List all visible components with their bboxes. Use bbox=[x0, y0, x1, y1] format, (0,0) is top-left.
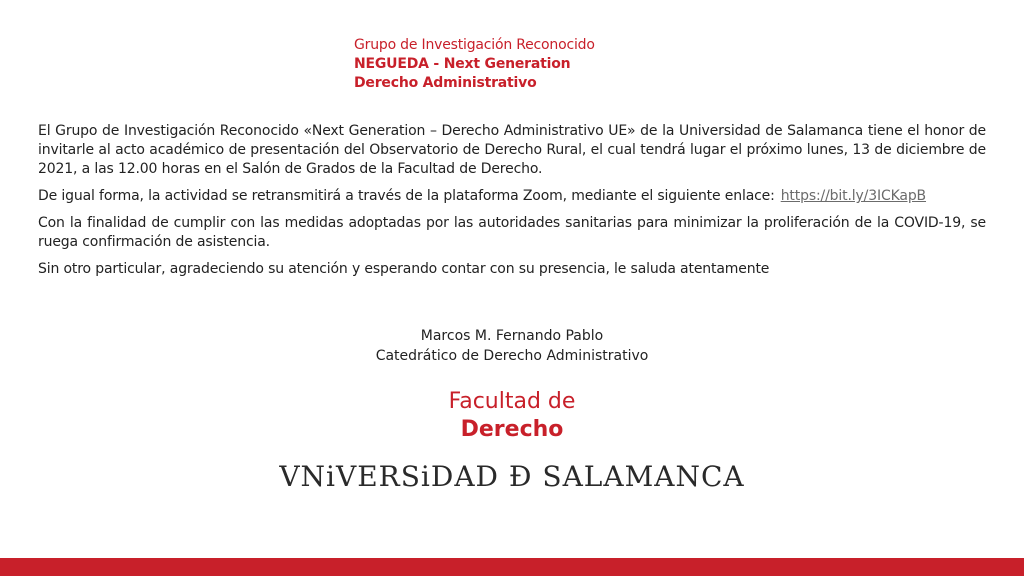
header-group-subtitle: Derecho Administrativo bbox=[354, 75, 537, 91]
covid-paragraph: Con la finalidad de cumplir con las medidas adoptadas por las autoridades sanitarias para minimizar la proliferación de la COVID-19, se ruega confirmación de asistencia. bbox=[38, 215, 986, 250]
university-wordmark: VNiVERSiDAD Ð SALAMANCA bbox=[279, 460, 745, 493]
signatory-name: Marcos M. Fernando Pablo bbox=[420, 328, 604, 344]
faculty-logo bbox=[0, 388, 1024, 444]
invitation-paragraph: El Grupo de Investigación Reconocido «Next Generation – Derecho Administrativo UE» de la Universidad de Salamanca tiene el honor de invitarle al acto académico de presentación del Observatorio de Derecho Rural, el cual tendrá lugar el próximo lunes, 13 de diciembre de 2021, a las 12.00 horas en el Salón de Grados de la Facultad de Derecho. bbox=[38, 123, 986, 177]
footer-accent-bar bbox=[0, 558, 1024, 576]
faculty-name: Derecho bbox=[460, 417, 564, 442]
header-group-name: NEGUEDA - Next Generation bbox=[354, 56, 571, 72]
closing-paragraph: Sin otro particular, agradeciendo su atención y esperando contar con su presencia, le saluda atentamente bbox=[38, 261, 770, 277]
zoom-link[interactable]: https://bit.ly/3ICKapB bbox=[780, 188, 927, 204]
faculty-label: Facultad de bbox=[448, 389, 576, 414]
invitation-body bbox=[38, 122, 986, 287]
research-group-header bbox=[354, 36, 694, 93]
signatory-title: Catedrático de Derecho Administrativo bbox=[375, 348, 649, 364]
signature-block bbox=[0, 326, 1024, 366]
header-group-label: Grupo de Investigación Reconocido bbox=[354, 37, 595, 53]
zoom-paragraph-text: De igual forma, la actividad se retransmitirá a través de la plataforma Zoom, mediante el siguiente enlace: bbox=[38, 188, 775, 204]
zoom-paragraph bbox=[38, 187, 986, 206]
